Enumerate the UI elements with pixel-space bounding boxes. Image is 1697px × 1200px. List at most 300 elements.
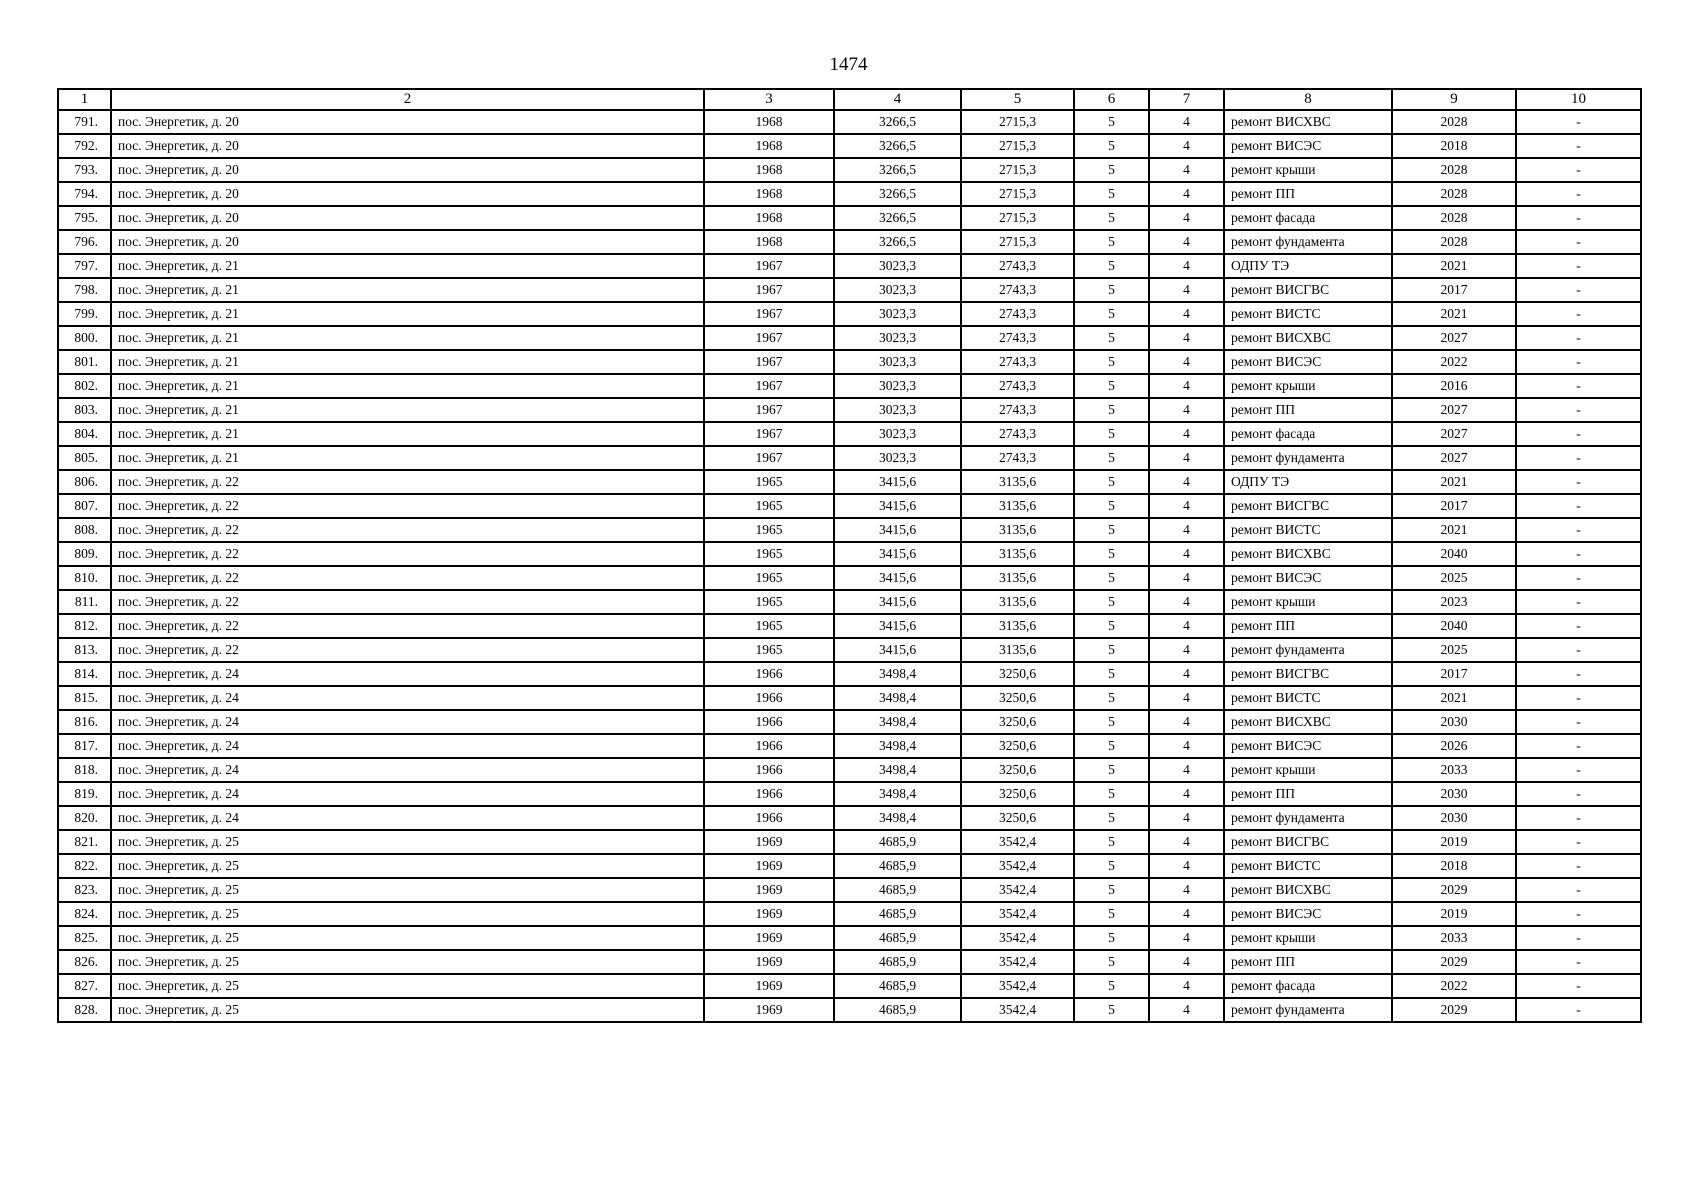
cell-row-number: 795. [58, 206, 111, 230]
cell-note: - [1516, 254, 1641, 278]
cell-note: - [1516, 206, 1641, 230]
cell-floors: 5 [1074, 782, 1149, 806]
cell-living-area: 3542,4 [961, 830, 1074, 854]
cell-total-area: 3023,3 [834, 278, 961, 302]
cell-year-built: 1969 [704, 902, 834, 926]
table-row [58, 710, 1641, 734]
table-body [58, 110, 1641, 1022]
cell-floors: 5 [1074, 974, 1149, 998]
cell-note: - [1516, 974, 1641, 998]
column-header-1: 1 [58, 89, 111, 110]
cell-address: пос. Энергетик, д. 24 [111, 806, 704, 830]
table-row [58, 446, 1641, 470]
cell-floors: 5 [1074, 326, 1149, 350]
cell-row-number: 813. [58, 638, 111, 662]
cell-living-area: 3135,6 [961, 518, 1074, 542]
cell-address: пос. Энергетик, д. 22 [111, 518, 704, 542]
cell-planned-year: 2030 [1392, 806, 1516, 830]
cell-living-area: 3250,6 [961, 734, 1074, 758]
cell-address: пос. Энергетик, д. 25 [111, 902, 704, 926]
table-row [58, 422, 1641, 446]
cell-total-area: 3415,6 [834, 470, 961, 494]
cell-row-number: 825. [58, 926, 111, 950]
cell-living-area: 3250,6 [961, 686, 1074, 710]
cell-entrances: 4 [1149, 974, 1224, 998]
cell-address: пос. Энергетик, д. 20 [111, 182, 704, 206]
table-row [58, 758, 1641, 782]
table-row [58, 326, 1641, 350]
cell-work-type: ремонт ВИСХВС [1224, 878, 1392, 902]
cell-row-number: 799. [58, 302, 111, 326]
cell-note: - [1516, 566, 1641, 590]
cell-row-number: 812. [58, 614, 111, 638]
table-row [58, 614, 1641, 638]
cell-note: - [1516, 854, 1641, 878]
cell-row-number: 815. [58, 686, 111, 710]
cell-total-area: 4685,9 [834, 926, 961, 950]
cell-floors: 5 [1074, 494, 1149, 518]
cell-total-area: 3023,3 [834, 326, 961, 350]
cell-entrances: 4 [1149, 374, 1224, 398]
cell-work-type: ремонт ВИСЭС [1224, 734, 1392, 758]
cell-planned-year: 2017 [1392, 494, 1516, 518]
cell-total-area: 3266,5 [834, 182, 961, 206]
cell-planned-year: 2033 [1392, 926, 1516, 950]
cell-entrances: 4 [1149, 110, 1224, 134]
cell-living-area: 3135,6 [961, 494, 1074, 518]
cell-address: пос. Энергетик, д. 21 [111, 374, 704, 398]
cell-total-area: 3415,6 [834, 494, 961, 518]
cell-living-area: 2743,3 [961, 350, 1074, 374]
cell-year-built: 1969 [704, 950, 834, 974]
cell-total-area: 3415,6 [834, 518, 961, 542]
cell-living-area: 3542,4 [961, 902, 1074, 926]
cell-row-number: 803. [58, 398, 111, 422]
cell-floors: 5 [1074, 950, 1149, 974]
cell-note: - [1516, 230, 1641, 254]
cell-entrances: 4 [1149, 326, 1224, 350]
table-row [58, 374, 1641, 398]
cell-planned-year: 2027 [1392, 446, 1516, 470]
cell-floors: 5 [1074, 302, 1149, 326]
cell-work-type: ОДПУ ТЭ [1224, 254, 1392, 278]
cell-entrances: 4 [1149, 758, 1224, 782]
cell-row-number: 821. [58, 830, 111, 854]
cell-row-number: 809. [58, 542, 111, 566]
cell-row-number: 806. [58, 470, 111, 494]
column-header-8: 8 [1224, 89, 1392, 110]
cell-note: - [1516, 470, 1641, 494]
cell-year-built: 1965 [704, 494, 834, 518]
cell-living-area: 2743,3 [961, 398, 1074, 422]
cell-floors: 5 [1074, 518, 1149, 542]
cell-entrances: 4 [1149, 902, 1224, 926]
cell-address: пос. Энергетик, д. 25 [111, 854, 704, 878]
cell-floors: 5 [1074, 686, 1149, 710]
cell-floors: 5 [1074, 758, 1149, 782]
cell-total-area: 3498,4 [834, 734, 961, 758]
cell-floors: 5 [1074, 446, 1149, 470]
cell-work-type: ремонт ПП [1224, 782, 1392, 806]
cell-year-built: 1967 [704, 350, 834, 374]
cell-floors: 5 [1074, 878, 1149, 902]
cell-planned-year: 2017 [1392, 278, 1516, 302]
cell-work-type: ремонт ПП [1224, 398, 1392, 422]
cell-address: пос. Энергетик, д. 22 [111, 470, 704, 494]
cell-note: - [1516, 878, 1641, 902]
cell-year-built: 1967 [704, 254, 834, 278]
cell-floors: 5 [1074, 806, 1149, 830]
repair-schedule-table [57, 88, 1642, 1023]
cell-total-area: 3023,3 [834, 302, 961, 326]
cell-year-built: 1968 [704, 110, 834, 134]
cell-row-number: 826. [58, 950, 111, 974]
cell-floors: 5 [1074, 254, 1149, 278]
cell-entrances: 4 [1149, 734, 1224, 758]
cell-total-area: 3266,5 [834, 206, 961, 230]
cell-note: - [1516, 902, 1641, 926]
cell-entrances: 4 [1149, 950, 1224, 974]
table-row [58, 470, 1641, 494]
cell-living-area: 2743,3 [961, 446, 1074, 470]
cell-year-built: 1965 [704, 470, 834, 494]
cell-note: - [1516, 374, 1641, 398]
cell-planned-year: 2016 [1392, 374, 1516, 398]
cell-address: пос. Энергетик, д. 24 [111, 686, 704, 710]
cell-total-area: 3498,4 [834, 806, 961, 830]
cell-work-type: ремонт крыши [1224, 374, 1392, 398]
cell-planned-year: 2019 [1392, 902, 1516, 926]
cell-floors: 5 [1074, 422, 1149, 446]
cell-entrances: 4 [1149, 998, 1224, 1022]
cell-work-type: ремонт ВИСГВС [1224, 830, 1392, 854]
cell-work-type: ремонт ВИСТС [1224, 518, 1392, 542]
cell-total-area: 3498,4 [834, 686, 961, 710]
cell-living-area: 3542,4 [961, 950, 1074, 974]
cell-planned-year: 2018 [1392, 854, 1516, 878]
cell-work-type: ремонт фундамента [1224, 230, 1392, 254]
cell-year-built: 1965 [704, 542, 834, 566]
cell-row-number: 816. [58, 710, 111, 734]
cell-note: - [1516, 950, 1641, 974]
cell-year-built: 1967 [704, 278, 834, 302]
cell-living-area: 2715,3 [961, 110, 1074, 134]
cell-planned-year: 2033 [1392, 758, 1516, 782]
table-row [58, 566, 1641, 590]
cell-planned-year: 2027 [1392, 326, 1516, 350]
cell-address: пос. Энергетик, д. 20 [111, 110, 704, 134]
column-header-6: 6 [1074, 89, 1149, 110]
cell-entrances: 4 [1149, 782, 1224, 806]
cell-planned-year: 2028 [1392, 230, 1516, 254]
cell-address: пос. Энергетик, д. 24 [111, 662, 704, 686]
cell-planned-year: 2021 [1392, 518, 1516, 542]
cell-address: пос. Энергетик, д. 22 [111, 590, 704, 614]
cell-entrances: 4 [1149, 470, 1224, 494]
cell-floors: 5 [1074, 182, 1149, 206]
cell-floors: 5 [1074, 566, 1149, 590]
cell-address: пос. Энергетик, д. 25 [111, 878, 704, 902]
cell-total-area: 4685,9 [834, 998, 961, 1022]
cell-row-number: 807. [58, 494, 111, 518]
cell-total-area: 4685,9 [834, 878, 961, 902]
cell-total-area: 3498,4 [834, 758, 961, 782]
cell-address: пос. Энергетик, д. 22 [111, 638, 704, 662]
cell-planned-year: 2028 [1392, 110, 1516, 134]
cell-total-area: 3498,4 [834, 710, 961, 734]
cell-planned-year: 2022 [1392, 350, 1516, 374]
cell-entrances: 4 [1149, 830, 1224, 854]
table-row [58, 878, 1641, 902]
cell-entrances: 4 [1149, 254, 1224, 278]
cell-work-type: ОДПУ ТЭ [1224, 470, 1392, 494]
table-row [58, 974, 1641, 998]
cell-address: пос. Энергетик, д. 21 [111, 446, 704, 470]
cell-note: - [1516, 398, 1641, 422]
cell-total-area: 3023,3 [834, 446, 961, 470]
cell-entrances: 4 [1149, 134, 1224, 158]
cell-living-area: 3542,4 [961, 854, 1074, 878]
cell-total-area: 4685,9 [834, 950, 961, 974]
cell-work-type: ремонт фасада [1224, 206, 1392, 230]
cell-row-number: 811. [58, 590, 111, 614]
cell-entrances: 4 [1149, 302, 1224, 326]
column-header-7: 7 [1149, 89, 1224, 110]
cell-row-number: 802. [58, 374, 111, 398]
cell-entrances: 4 [1149, 350, 1224, 374]
table-row [58, 110, 1641, 134]
cell-entrances: 4 [1149, 590, 1224, 614]
cell-total-area: 3266,5 [834, 110, 961, 134]
cell-address: пос. Энергетик, д. 21 [111, 254, 704, 278]
cell-work-type: ремонт ВИСЭС [1224, 902, 1392, 926]
cell-entrances: 4 [1149, 614, 1224, 638]
cell-entrances: 4 [1149, 638, 1224, 662]
cell-year-built: 1969 [704, 974, 834, 998]
cell-year-built: 1965 [704, 638, 834, 662]
cell-entrances: 4 [1149, 182, 1224, 206]
cell-row-number: 828. [58, 998, 111, 1022]
cell-address: пос. Энергетик, д. 25 [111, 926, 704, 950]
cell-year-built: 1966 [704, 734, 834, 758]
cell-work-type: ремонт ВИСГВС [1224, 494, 1392, 518]
cell-total-area: 3415,6 [834, 590, 961, 614]
cell-entrances: 4 [1149, 806, 1224, 830]
cell-living-area: 3250,6 [961, 782, 1074, 806]
cell-note: - [1516, 686, 1641, 710]
cell-year-built: 1966 [704, 686, 834, 710]
cell-year-built: 1965 [704, 614, 834, 638]
table-row [58, 590, 1641, 614]
cell-work-type: ремонт фасада [1224, 974, 1392, 998]
cell-note: - [1516, 494, 1641, 518]
cell-work-type: ремонт ВИСТС [1224, 302, 1392, 326]
cell-row-number: 801. [58, 350, 111, 374]
cell-row-number: 796. [58, 230, 111, 254]
cell-floors: 5 [1074, 278, 1149, 302]
cell-entrances: 4 [1149, 566, 1224, 590]
cell-address: пос. Энергетик, д. 25 [111, 830, 704, 854]
cell-row-number: 817. [58, 734, 111, 758]
cell-living-area: 2715,3 [961, 230, 1074, 254]
column-header-9: 9 [1392, 89, 1516, 110]
table-row [58, 398, 1641, 422]
cell-address: пос. Энергетик, д. 24 [111, 782, 704, 806]
cell-floors: 5 [1074, 710, 1149, 734]
cell-entrances: 4 [1149, 422, 1224, 446]
column-header-2: 2 [111, 89, 704, 110]
cell-work-type: ремонт фундамента [1224, 806, 1392, 830]
cell-planned-year: 2029 [1392, 950, 1516, 974]
cell-note: - [1516, 518, 1641, 542]
cell-total-area: 3498,4 [834, 662, 961, 686]
cell-entrances: 4 [1149, 878, 1224, 902]
cell-work-type: ремонт ВИСХВС [1224, 542, 1392, 566]
table-row [58, 518, 1641, 542]
cell-entrances: 4 [1149, 926, 1224, 950]
cell-floors: 5 [1074, 590, 1149, 614]
cell-note: - [1516, 782, 1641, 806]
cell-work-type: ремонт ВИСТС [1224, 686, 1392, 710]
table-row [58, 542, 1641, 566]
cell-row-number: 820. [58, 806, 111, 830]
cell-note: - [1516, 806, 1641, 830]
cell-entrances: 4 [1149, 686, 1224, 710]
cell-row-number: 819. [58, 782, 111, 806]
cell-planned-year: 2021 [1392, 254, 1516, 278]
cell-floors: 5 [1074, 398, 1149, 422]
table-row [58, 950, 1641, 974]
cell-year-built: 1969 [704, 878, 834, 902]
table-row [58, 494, 1641, 518]
page-number: 1474 [829, 54, 868, 75]
cell-planned-year: 2040 [1392, 614, 1516, 638]
cell-note: - [1516, 638, 1641, 662]
cell-year-built: 1969 [704, 854, 834, 878]
cell-address: пос. Энергетик, д. 24 [111, 734, 704, 758]
table-row [58, 278, 1641, 302]
cell-year-built: 1965 [704, 566, 834, 590]
cell-row-number: 804. [58, 422, 111, 446]
cell-floors: 5 [1074, 350, 1149, 374]
cell-planned-year: 2021 [1392, 302, 1516, 326]
cell-year-built: 1966 [704, 662, 834, 686]
cell-note: - [1516, 614, 1641, 638]
cell-total-area: 3498,4 [834, 782, 961, 806]
cell-planned-year: 2022 [1392, 974, 1516, 998]
table-row [58, 806, 1641, 830]
cell-work-type: ремонт фасада [1224, 422, 1392, 446]
cell-address: пос. Энергетик, д. 22 [111, 542, 704, 566]
cell-entrances: 4 [1149, 710, 1224, 734]
cell-total-area: 3023,3 [834, 254, 961, 278]
cell-planned-year: 2021 [1392, 686, 1516, 710]
cell-year-built: 1966 [704, 710, 834, 734]
cell-living-area: 2743,3 [961, 302, 1074, 326]
table-row [58, 998, 1641, 1022]
cell-entrances: 4 [1149, 446, 1224, 470]
cell-floors: 5 [1074, 110, 1149, 134]
cell-work-type: ремонт ВИСГВС [1224, 662, 1392, 686]
cell-work-type: ремонт ПП [1224, 614, 1392, 638]
cell-floors: 5 [1074, 998, 1149, 1022]
cell-row-number: 823. [58, 878, 111, 902]
cell-planned-year: 2025 [1392, 566, 1516, 590]
cell-address: пос. Энергетик, д. 25 [111, 998, 704, 1022]
cell-address: пос. Энергетик, д. 24 [111, 710, 704, 734]
cell-floors: 5 [1074, 134, 1149, 158]
cell-row-number: 824. [58, 902, 111, 926]
cell-row-number: 791. [58, 110, 111, 134]
cell-total-area: 3266,5 [834, 158, 961, 182]
table-row [58, 782, 1641, 806]
cell-note: - [1516, 590, 1641, 614]
header-row [58, 89, 1641, 110]
cell-entrances: 4 [1149, 158, 1224, 182]
column-header-5: 5 [961, 89, 1074, 110]
cell-work-type: ремонт крыши [1224, 158, 1392, 182]
cell-work-type: ремонт ВИСХВС [1224, 326, 1392, 350]
cell-address: пос. Энергетик, д. 21 [111, 302, 704, 326]
cell-living-area: 3250,6 [961, 710, 1074, 734]
cell-entrances: 4 [1149, 398, 1224, 422]
cell-floors: 5 [1074, 902, 1149, 926]
cell-year-built: 1967 [704, 398, 834, 422]
cell-living-area: 2743,3 [961, 422, 1074, 446]
cell-entrances: 4 [1149, 230, 1224, 254]
cell-living-area: 3135,6 [961, 614, 1074, 638]
cell-planned-year: 2030 [1392, 710, 1516, 734]
cell-note: - [1516, 326, 1641, 350]
cell-work-type: ремонт фундамента [1224, 446, 1392, 470]
cell-note: - [1516, 350, 1641, 374]
table-row [58, 902, 1641, 926]
cell-row-number: 797. [58, 254, 111, 278]
table-row [58, 926, 1641, 950]
cell-row-number: 794. [58, 182, 111, 206]
cell-floors: 5 [1074, 734, 1149, 758]
table-row [58, 158, 1641, 182]
cell-living-area: 2715,3 [961, 158, 1074, 182]
cell-year-built: 1969 [704, 998, 834, 1022]
cell-year-built: 1969 [704, 830, 834, 854]
cell-year-built: 1966 [704, 806, 834, 830]
cell-total-area: 4685,9 [834, 854, 961, 878]
cell-planned-year: 2030 [1392, 782, 1516, 806]
cell-note: - [1516, 734, 1641, 758]
cell-floors: 5 [1074, 470, 1149, 494]
cell-note: - [1516, 710, 1641, 734]
cell-row-number: 818. [58, 758, 111, 782]
cell-floors: 5 [1074, 662, 1149, 686]
cell-planned-year: 2029 [1392, 998, 1516, 1022]
cell-planned-year: 2028 [1392, 182, 1516, 206]
cell-year-built: 1966 [704, 758, 834, 782]
table-row [58, 350, 1641, 374]
cell-note: - [1516, 422, 1641, 446]
cell-note: - [1516, 278, 1641, 302]
cell-address: пос. Энергетик, д. 24 [111, 758, 704, 782]
cell-total-area: 3266,5 [834, 230, 961, 254]
cell-year-built: 1965 [704, 518, 834, 542]
cell-address: пос. Энергетик, д. 21 [111, 326, 704, 350]
table-row [58, 206, 1641, 230]
cell-year-built: 1967 [704, 422, 834, 446]
cell-address: пос. Энергетик, д. 25 [111, 950, 704, 974]
cell-work-type: ремонт ПП [1224, 950, 1392, 974]
cell-entrances: 4 [1149, 662, 1224, 686]
cell-total-area: 4685,9 [834, 830, 961, 854]
